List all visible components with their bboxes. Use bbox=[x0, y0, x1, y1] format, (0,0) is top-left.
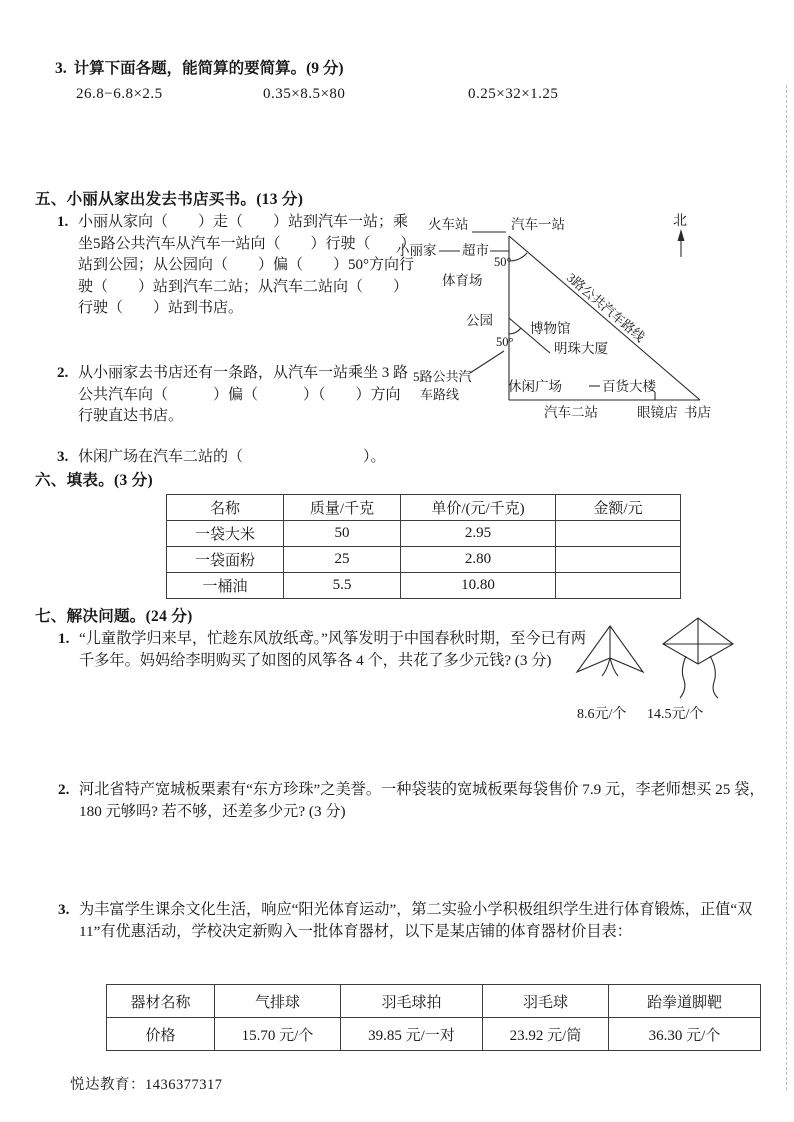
fill-table-header: 单价/(元/千克) bbox=[401, 495, 556, 521]
s5-item-1-number: 1. bbox=[57, 214, 69, 230]
map-label-glasses-shop: 眼镜店 bbox=[637, 405, 678, 420]
price-table-cell: 羽毛球拍 bbox=[341, 985, 483, 1018]
fill-in-table bbox=[166, 494, 681, 599]
map-label-route5-line2: 车路线 bbox=[420, 387, 460, 402]
s7-problem-2 bbox=[58, 779, 771, 823]
fill-table-cell: 一袋大米 bbox=[167, 521, 284, 547]
question-3-heading bbox=[55, 56, 344, 78]
price-table-cell: 器材名称 bbox=[107, 985, 215, 1018]
map-label-route3: 3路公共汽车路线 bbox=[564, 269, 648, 345]
map-label-supermarket: 超市 bbox=[462, 243, 489, 258]
s5-item-2 bbox=[57, 363, 414, 428]
section-5-title: 五、小丽从家出发去书店买书。(13 分) bbox=[35, 191, 304, 208]
price-table-cell: 价格 bbox=[107, 1018, 215, 1051]
fill-table-cell: 2.95 bbox=[401, 521, 556, 547]
s7-problem-1 bbox=[58, 628, 591, 672]
s7-problem-1-text: “儿童散学归来早，忙趁东风放纸鸢。”风筝发明于中国春秋时期，至今已有两千多年。妈妈给李明购买了如图的风筝各 4 个，共花了多少元钱? (3 分) bbox=[79, 630, 587, 669]
map-labels bbox=[396, 213, 711, 420]
fill-table-cell: 一袋面粉 bbox=[167, 547, 284, 573]
fill-table-cell: 一桶油 bbox=[167, 573, 284, 599]
s5-item-1 bbox=[57, 212, 414, 320]
s5-item-2-text: 从小丽家去书店还有一条路，从汽车一站乘坐 3 路公共汽车向（ ）偏（ ）（ ）方向行驶直达书店。 bbox=[78, 365, 409, 424]
kite-drawings bbox=[577, 618, 733, 698]
price-table-cell: 15.70 元/个 bbox=[215, 1018, 341, 1051]
price-table-cell: 跆拳道脚靶 bbox=[609, 985, 761, 1018]
fill-table-header: 名称 bbox=[167, 495, 284, 521]
footer-publisher: 悦达教育：1436377317 bbox=[70, 1077, 223, 1093]
expression-2: 0.35×8.5×80 bbox=[263, 86, 346, 102]
price-table-cell: 23.92 元/筒 bbox=[483, 1018, 609, 1051]
s7-problem-2-number: 2. bbox=[58, 781, 70, 798]
price-table-price-row bbox=[107, 1018, 761, 1051]
price-table-cell: 羽毛球 bbox=[483, 985, 609, 1018]
map-label-stadium: 体育场 bbox=[442, 273, 483, 288]
map-label-leisure-plaza: 休闲广场 bbox=[508, 379, 562, 394]
s5-item-3-text: 休闲广场在汽车二站的（ ）。 bbox=[78, 449, 386, 465]
question-3-number: 3. bbox=[55, 60, 67, 77]
map-label-train-station: 火车站 bbox=[428, 217, 469, 232]
price-table-name-row bbox=[107, 985, 761, 1018]
s7-problem-1-number: 1. bbox=[58, 630, 70, 647]
s5-item-3 bbox=[57, 447, 568, 469]
fill-table-cell: 10.80 bbox=[401, 573, 556, 599]
map-label-park: 公园 bbox=[466, 313, 493, 328]
s5-item-1-text: 小丽从家向（ ）走（ ）站到汽车一站；乘坐5路公共汽车从汽车一站向（ ）行驶（ ）站到公园；从公园向（ ）偏（ ）50°方向行驶（ ）站到汽车二站；从汽车二站向（ ）行驶（ ）站到书店。 bbox=[78, 214, 415, 316]
fill-table-header: 金额/元 bbox=[556, 495, 681, 521]
map-label-department-store: 百货大楼 bbox=[602, 379, 656, 394]
map-label-angle-park: 50° bbox=[496, 335, 514, 349]
question-3-title: 计算下面各题，能简算的要简算。(9 分) bbox=[73, 60, 344, 77]
fill-table-row bbox=[167, 521, 681, 547]
fill-table-row bbox=[167, 573, 681, 599]
kite-2-price-label: 14.5元/个 bbox=[647, 707, 704, 722]
price-table bbox=[106, 984, 761, 1051]
kites-figure bbox=[563, 612, 743, 727]
fill-table-cell: 2.80 bbox=[401, 547, 556, 573]
map-label-north: 北 bbox=[673, 214, 687, 229]
expression-1: 26.8−6.8×2.5 bbox=[76, 86, 163, 102]
price-table-cell: 36.30 元/个 bbox=[609, 1018, 761, 1051]
fill-table-cell: 50 bbox=[284, 521, 401, 547]
expression-3: 0.25×32×1.25 bbox=[468, 86, 559, 102]
map-label-pearl-building: 明珠大厦 bbox=[554, 341, 608, 356]
right-margin-perforation bbox=[786, 85, 787, 1090]
map-label-angle-top: 50° bbox=[494, 255, 512, 269]
fill-table-answer-cell bbox=[556, 547, 681, 573]
fill-table-cell: 25 bbox=[284, 547, 401, 573]
section-6-title: 六、填表。(3 分) bbox=[35, 472, 153, 489]
price-table-cell: 气排球 bbox=[215, 985, 341, 1018]
map-label-route5-line1: 5路公共汽 bbox=[413, 369, 472, 384]
fill-table-row bbox=[167, 547, 681, 573]
s7-problem-3-text: 为丰富学生课余文化生活，响应“阳光体育运动”，第二实验小学积极组织学生进行体育锻炼，正值“双 11”有优惠活动，学校决定新购入一批体育器材，以下是某店铺的体育器材价目表： bbox=[79, 901, 753, 940]
s5-item-2-number: 2. bbox=[57, 365, 69, 381]
s7-problem-3 bbox=[58, 899, 755, 943]
fill-table-answer-cell bbox=[556, 573, 681, 599]
fill-table-answer-cell bbox=[556, 521, 681, 547]
map-label-bookstore: 书店 bbox=[684, 405, 711, 420]
map-label-museum: 博物馆 bbox=[530, 321, 571, 336]
kite-1-price-label: 8.6元/个 bbox=[577, 707, 627, 722]
s7-problem-2-text: 河北省特产宽城板栗素有“东方珍珠”之美誉。一种袋装的宽城板栗每袋售价 7.9 元，李老师想买 25 袋，180 元够吗? 若不够，还差多少元? (3 分) bbox=[79, 781, 765, 820]
fill-table-cell: 5.5 bbox=[284, 573, 401, 599]
price-table-cell: 39.85 元/一对 bbox=[341, 1018, 483, 1051]
map-label-home: 小丽家 bbox=[396, 243, 437, 258]
map-label-bus-station-2: 汽车二站 bbox=[544, 405, 598, 420]
section-7-title: 七、解决问题。(24 分) bbox=[35, 608, 193, 625]
s5-item-3-number: 3. bbox=[57, 449, 69, 465]
route-map-figure bbox=[390, 205, 735, 435]
north-arrowhead-icon bbox=[678, 229, 685, 241]
s7-problem-3-number: 3. bbox=[58, 901, 70, 918]
fill-table-header-row bbox=[167, 495, 681, 521]
map-label-bus-station-1: 汽车一站 bbox=[511, 217, 565, 232]
fill-table-header: 质量/千克 bbox=[284, 495, 401, 521]
